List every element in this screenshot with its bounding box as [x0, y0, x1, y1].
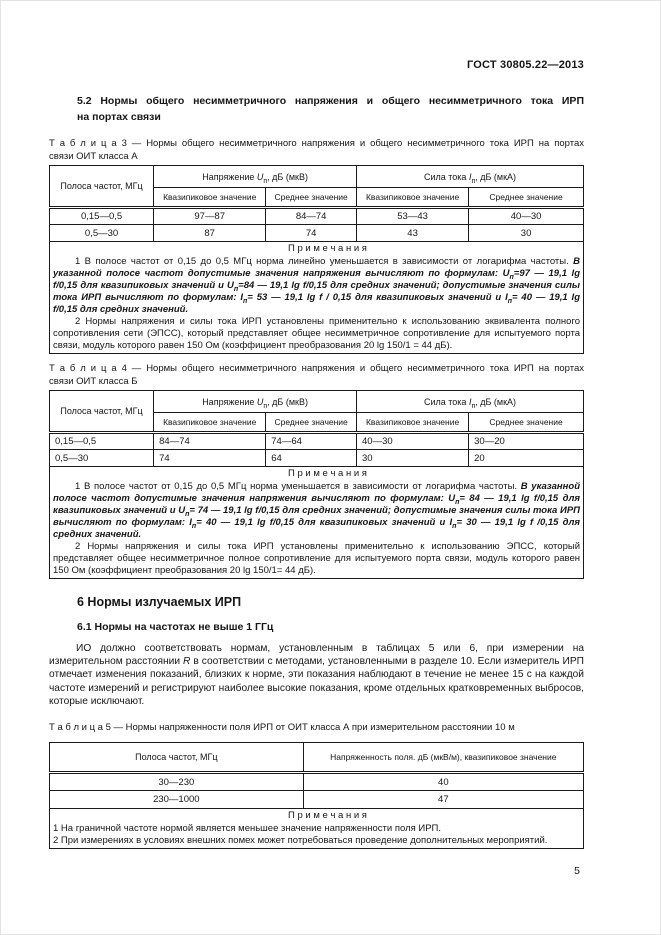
table5-note-1: 1 На граничной частоте нормой является меньшее значение напряженности поля ИРП. — [53, 823, 442, 835]
table3-cell: 84—74 — [266, 208, 357, 225]
section-6-heading: 6 Нормы излучаемых ИРП — [77, 595, 242, 609]
table4-header-voltage-quasi: Квазипиковое значение — [154, 413, 266, 433]
table5-cell: 40 — [303, 773, 583, 791]
table4 — [49, 390, 584, 579]
table4-cell: 64 — [266, 450, 357, 467]
table3-notes — [50, 242, 584, 354]
page-content — [49, 59, 584, 877]
table3-cell: 53—43 — [357, 208, 469, 225]
table4-header-voltage-avg: Среднее значение — [266, 413, 357, 433]
table4-header-group-row — [50, 391, 584, 413]
table3-row-1 — [50, 208, 584, 225]
document-code: ГОСТ 30805.22—2013 — [466, 59, 584, 71]
table4-cell: 30—20 — [469, 433, 584, 450]
table4-header-current-quasi: Квазипиковое значение — [357, 413, 469, 433]
table5-row-2 — [50, 791, 584, 809]
table4-header-voltage-group: Напряжение $U_п$, дБ (мкВ) — [154, 391, 357, 413]
table5-cell: 30—230 — [50, 773, 304, 791]
table4-cell: 84—74 — [154, 433, 266, 450]
table3-header-current-quasi: Квазипиковое значение — [357, 188, 469, 208]
table4-caption-line2: связи ОИТ класса Б — [49, 376, 138, 387]
page-number: 5 — [574, 865, 580, 878]
table4-cell: 20 — [469, 450, 584, 467]
table3-row-2 — [50, 225, 584, 242]
table3-notes-row — [50, 242, 584, 354]
table3-header-voltage-avg: Среднее значение — [266, 188, 357, 208]
table4-cell: 0,15—0,5 — [50, 433, 154, 450]
table5-header-row — [50, 743, 584, 773]
table5-header-field-strength: Напряженность поля. дБ (мкВ/м), квазипиковое значение — [303, 743, 583, 773]
table5 — [49, 742, 584, 849]
table5-cell: 47 — [303, 791, 583, 809]
table3-header-group-row — [50, 166, 584, 188]
section-6-1-heading: 6.1 Нормы на частотах не выше 1 ГГц — [77, 621, 274, 633]
section-5-2-heading-line1: 5.2 Нормы общего несимметричного напряжения и общего несимметричного тока ИРП — [77, 95, 584, 107]
table4-note-1: 1 В полосе частот от 0,15 до 0,5 МГц норма уменьшается в зависимости от логарифма частоты. В указанной полосе частот допустимые значения напряжения вычисляют по формулам: $U_п= 84$ — 19,1 lg f/0,15 для квазипиковых значений и $U_п= 74$ — 19,1 lg f/0,15 для средних значений; допустимые значения силы тока ИРП вычисляют по формулам: $I_п= 40$ — 19,1 lg f/0,15 для квазипиковых значений и $I_п= 30$ — 19,1 lg f /0,15 для средних значений. — [53, 481, 581, 540]
table4-caption-line1: Т а б л и ц а 4 — Нормы общего несимметричного напряжения и общего несимметричного тока ИРП на портах — [49, 363, 584, 374]
table5-header-freq: Полоса частот, МГц — [50, 743, 304, 773]
section-5-2-heading-line2: на портах связи — [77, 111, 161, 123]
table4-note-2: 2 Нормы напряжения и силы тока ИРП установлены применительно к использованию ЭПСС, который представляет общее несимметричное полное сопротивление для испытуемого порта связи, модуль которого равен 150 Ом (коэффициент преобразования 20 lg 150/1= 44 дБ). — [53, 541, 580, 576]
table3-cell: 74 — [266, 225, 357, 242]
table5-cell: 230—1000 — [50, 791, 304, 809]
table4-notes — [50, 467, 584, 579]
table4-header-current-avg: Среднее значение — [469, 413, 584, 433]
table4-notes-label: П р и м е ч а н и я — [288, 468, 367, 479]
section-5-2-heading — [77, 93, 584, 125]
table3-header-freq: Полоса частот, МГц — [50, 166, 154, 208]
table5-notes-row — [50, 809, 584, 849]
table4-header-freq: Полоса частот, МГц — [50, 391, 154, 433]
table3-note-1: 1 В полосе частот от 0,15 до 0,5 МГц норма линейно уменьшается в зависимости от логарифма частоты. В указанной полосе частот допустимые значения напряжения вычисляют по формулам: $U_п=97$ — 19,1 lg f/0,15 для квазипиковых значений и $U_п=84$ — 19,1 lg f/0,15 для средних значений; допустимые значения силы тока ИРП вычисляют по формулам: $I_п= 53$ — 19,1 lg f / 0,15 для квазипиковых значений и $I_п= 40$ — 19,1 lg f/0,15 для средних значений. — [53, 256, 581, 315]
table3-cell: 0,5—30 — [50, 225, 154, 242]
table4-cell: 74—64 — [266, 433, 357, 450]
table5-note-2: 2 При измерениях в условиях внешних помех может потребоваться проведение дополнительных мероприятий. — [53, 835, 548, 847]
table3-notes-label: П р и м е ч а н и я — [288, 243, 367, 254]
table5-notes-label: П р и м е ч а н и я — [288, 810, 367, 822]
table4-row-1 — [50, 433, 584, 450]
table3-caption — [49, 137, 584, 163]
table3-header-voltage-quasi: Квазипиковое значение — [154, 188, 266, 208]
table4-notes-row — [50, 467, 584, 579]
table4-cell: 74 — [154, 450, 266, 467]
table4-row-2 — [50, 450, 584, 467]
table3-caption-line1: Т а б л и ц а 3 — Нормы общего несимметричного напряжения и общего несимметричного тока ИРП на портах — [49, 138, 584, 149]
table3-note-2: 2 Нормы напряжения и силы тока ИРП установлены применительно к использованию эквивалента полного сопротивления сети (ЭПСС), который представляет общее несимметричное сопротивление для испытуемого порта связи, модуль которого равен 150 Ом (коэффициент преобразования 20 lg 150/1 = 44 дБ). — [53, 316, 580, 351]
table3-cell: 43 — [357, 225, 469, 242]
table4-cell: 40—30 — [357, 433, 469, 450]
table4-header-current-group: Сила тока $I_п$, дБ (мкА) — [357, 391, 584, 413]
table3-caption-line2: связи ОИТ класса А — [49, 151, 138, 162]
table4-cell: 30 — [357, 450, 469, 467]
table3 — [49, 165, 584, 354]
table3-cell: 30 — [469, 225, 584, 242]
table3-cell: 87 — [154, 225, 266, 242]
table3-header-current-group: Сила тока $I_п$, дБ (мкА) — [357, 166, 584, 188]
section-6-1-paragraph: ИО должно соответствовать нормам, установленным в таблицах 5 или 6, при измерении на измерительном расстоянии R в соответствии с методами, установленными в разделе 10. Если измеритель ИРП отмечает изменения показаний, близких к норме, эти показания наблюдают в течение не менее 15 с на каждой частоте измерений и регистрируют наиболее высокие показания, кроме отдельных кратковременных выбросов, которые исключают. — [49, 643, 584, 707]
table5-notes — [50, 809, 584, 849]
table5-caption: Т а б л и ц а 5 — Нормы напряженности поля ИРП от ОИТ класса А при измерительном расстоянии 10 м — [49, 722, 515, 734]
table3-header-voltage-group: Напряжение $U_п$, дБ (мкВ) — [154, 166, 357, 188]
table3-cell: 40—30 — [469, 208, 584, 225]
table4-caption — [49, 362, 584, 388]
table5-row-1 — [50, 773, 584, 791]
table4-cell: 0,5—30 — [50, 450, 154, 467]
table3-cell: 97—87 — [154, 208, 266, 225]
table3-header-current-avg: Среднее значение — [469, 188, 584, 208]
table3-cell: 0,15—0,5 — [50, 208, 154, 225]
